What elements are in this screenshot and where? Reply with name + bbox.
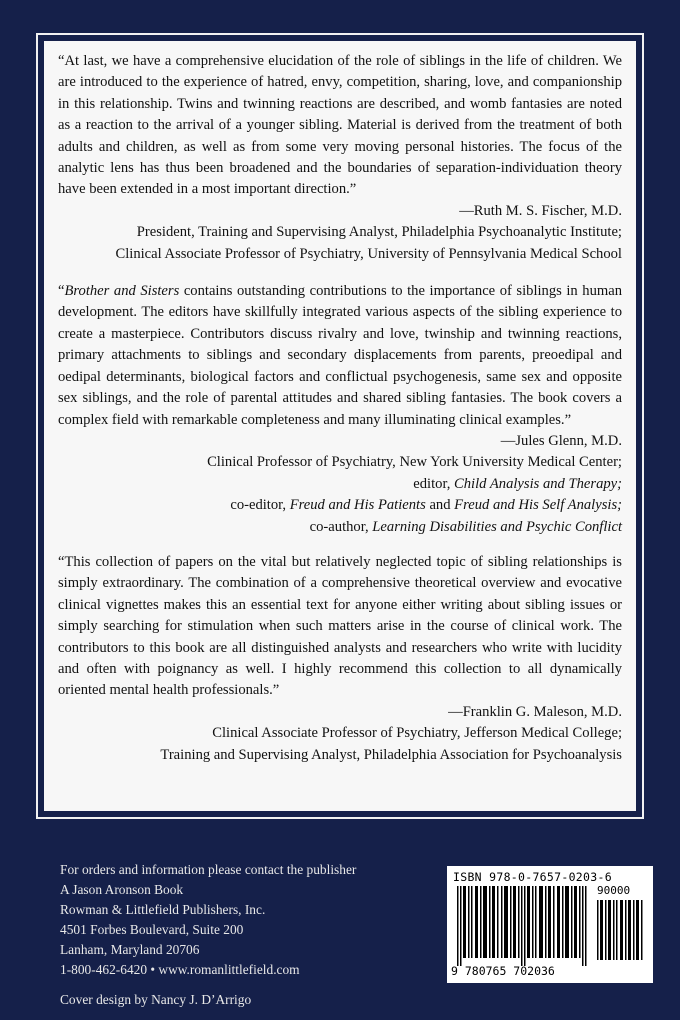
publisher-info [60, 860, 356, 1010]
publisher-contact-line: For orders and information please contact the publisher [60, 862, 357, 877]
publisher-phone-web: 1-800-462-6420 • www.romanlittlefield.com [60, 962, 300, 977]
cover-design-credit: Cover design by Nancy J. D’Arrigo [60, 992, 252, 1007]
review-panel [44, 41, 636, 811]
review-affiliation-1b: Clinical Associate Professor of Psychiatry, University of Pennsylvania Medical School [115, 245, 622, 262]
publisher-imprint: A Jason Aronson Book [60, 882, 184, 897]
review-author-3: —Franklin G. Maleson, M.D. [448, 703, 622, 720]
review-affiliation-2a: Clinical Professor of Psychiatry, New York University Medical Center; [207, 454, 622, 471]
review-quote-1: “At last, we have a comprehensive elucidation of the role of siblings in the life of children. We are introduced to the experience of hatred, envy, competition, sharing, love, and companionship in this relationship. Twins and twinning reactions are described, and womb fantasies are noted as a reaction to the arrival of a younger sibling. Material is derived from the treatment of both adults and children, as well as from some very moving personal histories. The focus of the analytic lens has thus been broadened and the boundaries of separation-individuation theory have been extended in a most important direction.” [58, 53, 622, 198]
review-quote-2: “Brother and Sisters contains outstanding contributions to the importance of siblings in human development. The editors have skillfully integrated various aspects of the sibling experience to create a masterpiece. Contributors discuss rivalry and love, twinship and twinning reactions, primary attachments to siblings and secondary displacements from parents, preoedipal and oedipal determinants, biological factors and conflictual psychogenesis, same sex and opposite sex siblings, and the role of parental attitudes and shared sibling fantasies. The book covers a complex field with remarkable completeness and many illuminating clinical examples.” [58, 283, 623, 428]
review-affiliation-2d: co-author, Learning Disabilities and Psychic Conflict [309, 518, 622, 535]
review-frame [36, 33, 644, 819]
barcode-digits: 9 780765 702036 [451, 964, 555, 978]
book-title: Brother and Sisters [64, 283, 180, 300]
review-affiliation-1a: President, Training and Supervising Analyst, Philadelphia Psychoanalytic Institute; [136, 224, 622, 241]
review-affiliation-2c: co-editor, Freud and His Patients and Freud and His Self Analysis; [230, 497, 622, 514]
review-affiliation-3b: Training and Supervising Analyst, Philadelphia Association for Psychoanalysis [160, 746, 622, 763]
publisher-name: Rowman & Littlefield Publishers, Inc. [60, 902, 266, 917]
review-author-1: —Ruth M. S. Fischer, M.D. [459, 202, 622, 219]
publisher-city: Lanham, Maryland 20706 [60, 942, 200, 957]
isbn-barcode [447, 866, 653, 983]
isbn-number: ISBN 978-0-7657-0203-6 [453, 870, 612, 884]
review-quote-3: “This collection of papers on the vital but relatively neglected topic of sibling relationships is simply extraordinary. The combination of a comprehensive theoretical overview and evocative clinical vignettes makes this an essential text for anyone either writing about sibling issues or simply searching for stimulation when such matters arise in the course of clinical work. The contributors to this book are all distinguished analysts and researchers who write with lucidity and often with poignancy as well. I highly recommend this collection to all dynamically oriented mental health professionals.” [58, 553, 622, 699]
price-code: 90000 [597, 884, 631, 897]
publisher-address: 4501 Forbes Boulevard, Suite 200 [60, 922, 244, 937]
addon-barcode-icon [597, 900, 643, 960]
review-affiliation-3a: Clinical Associate Professor of Psychiatry, Jefferson Medical College; [212, 725, 622, 742]
review-affiliation-2b: editor, Child Analysis and Therapy; [413, 475, 622, 492]
ean-barcode-icon [457, 886, 591, 966]
review-author-2: —Jules Glenn, M.D. [500, 432, 622, 449]
